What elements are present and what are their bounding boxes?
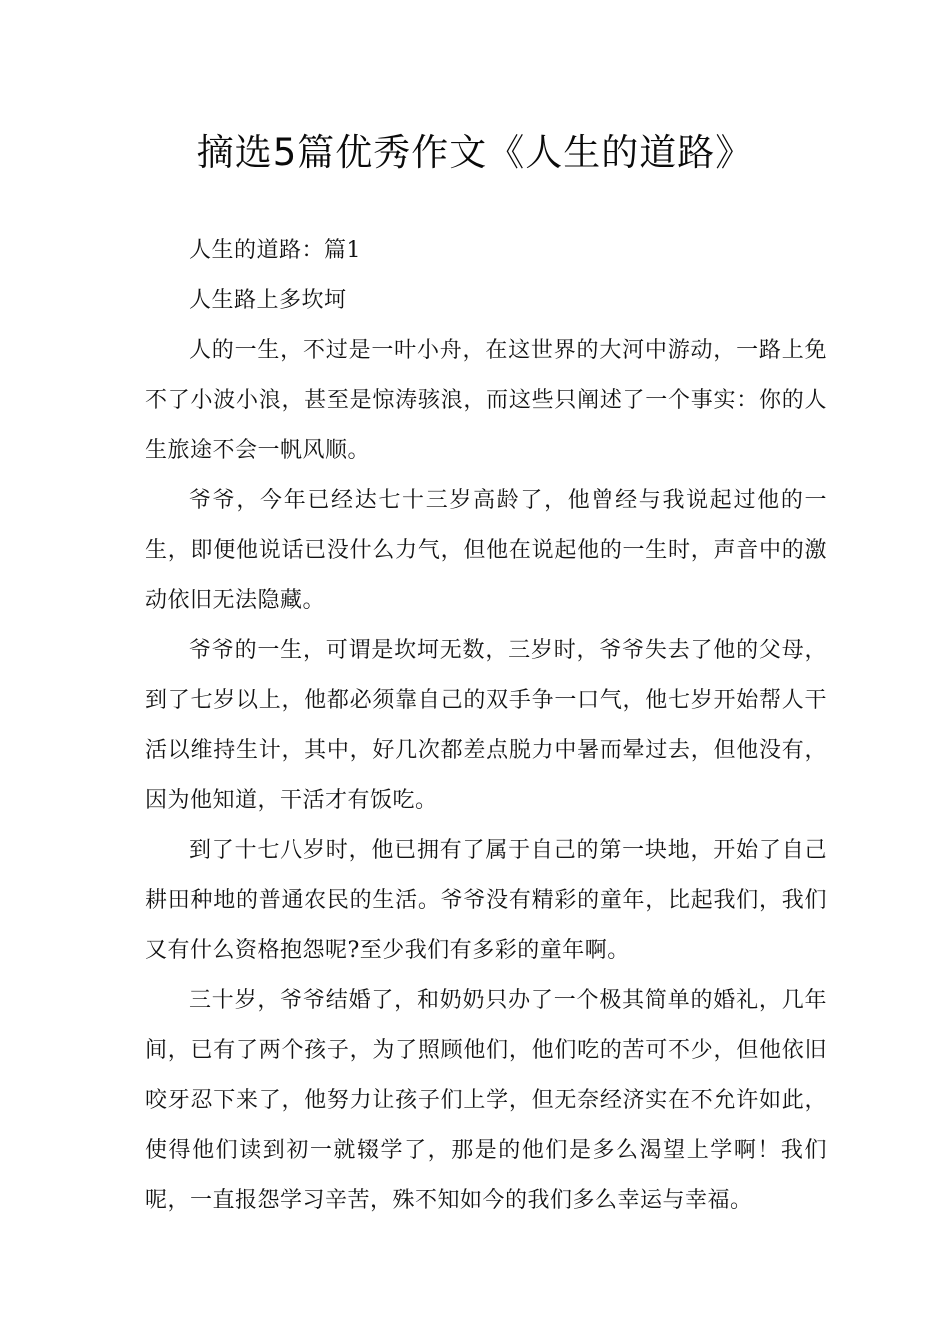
paragraph-1: 人的一生，不过是一叶小舟，在这世界的大河中游动，一路上免不了小波小浪，甚至是惊涛骇浪，而这些只阐述了一个事实：你的人生旅途不会一帆风顺。	[145, 338, 827, 463]
document-title: 摘选5篇优秀作文《人生的道路》	[196, 131, 754, 174]
paragraph-4: 到了十七八岁时，他已拥有了属于自己的第一块地，开始了自己耕田种地的普通农民的生活。爷爷没有精彩的童年，比起我们，我们又有什么资格抱怨呢?至少我们有多彩的童年啊。	[145, 838, 827, 963]
document-body	[145, 226, 827, 1226]
section-heading: 人生的道路：篇1	[189, 238, 361, 263]
essay-subtitle: 人生路上多坎坷	[189, 288, 347, 313]
paragraph-3: 爷爷的一生，可谓是坎坷无数，三岁时，爷爷失去了他的父母，到了七岁以上，他都必须靠自己的双手争一口气，他七岁开始帮人干活以维持生计，其中，好几次都差点脱力中暑而晕过去，但他没有，因为他知道，干活才有饭吃。	[145, 638, 827, 813]
paragraph-2: 爷爷，今年已经达七十三岁高龄了，他曾经与我说起过他的一生，即便他说话已没什么力气，但他在说起他的一生时，声音中的激动依旧无法隐藏。	[145, 488, 827, 613]
paragraph-5: 三十岁，爷爷结婚了，和奶奶只办了一个极其简单的婚礼，几年间，已有了两个孩子，为了照顾他们，他们吃的苦可不少，但他依旧咬牙忍下来了，他努力让孩子们上学，但无奈经济实在不允许如此，使得他们读到初一就辍学了，那是的他们是多么渴望上学啊！我们呢，一直报怨学习辛苦，殊不知如今的我们多么幸运与幸福。	[145, 988, 827, 1213]
